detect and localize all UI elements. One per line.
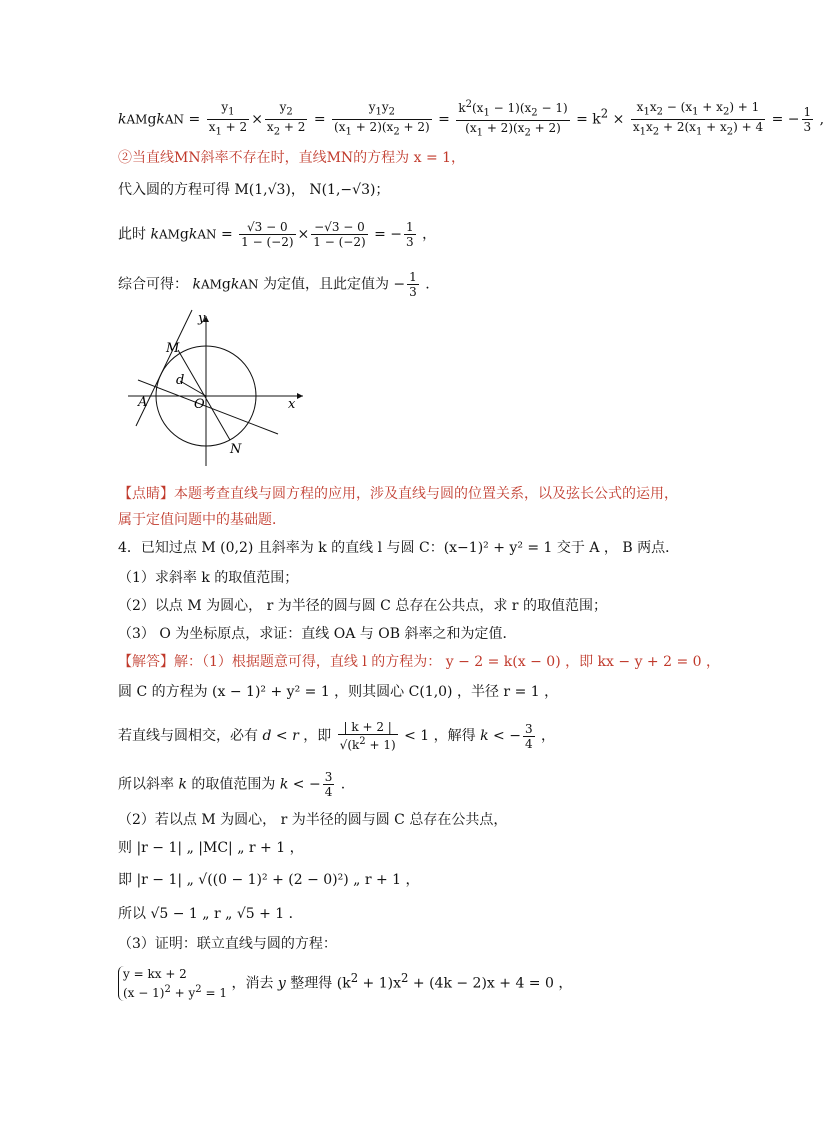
line-an (138, 380, 278, 434)
answer-line-6: 则 |r − 1| „ |MC| „ r + 1 ， (118, 840, 304, 856)
label-x: x (288, 397, 296, 412)
formula-line-case2: 此时 kAMgkAN = $\frac{√3 - 0}{1 - (-2)}$ × $\frac{-√3 - 0}{1 - (-2)}$ = − $\frac{1}{3}$ ， (118, 220, 437, 249)
answer-line-3: 若直线与圆相交，必有 d < r ，即 $\frac{| k + 2 |}{√(k^2 + 1)}$ < 1 ，解得 k < − $\frac{3}{4}$ ， (118, 720, 556, 752)
answer-line-5: （2）若以点 M 为圆心， r 为半径的圆与圆 C 总存在公共点， (118, 812, 508, 828)
answer-line-4: 所以斜率 k 的取值范围为 k < − $\frac{3}{4}$ . (118, 770, 346, 799)
label-d: d (176, 373, 185, 388)
answer-line-2: 圆 C 的方程为 (x − 1)² + y² = 1 ，则其圆心 C(1,0) ，半径 r = 1 ， (118, 684, 559, 700)
answer-line-10: y = kx + 2 $(x - 1)^2 + y^2 = 1$ ，消去 y 整理得 $(k^2 + 1)x^2 + (4k - 2)x + 4 = 0$ ， (118, 966, 572, 1001)
case-2-line: ②当直线MN斜率不存在时，直线MN的方程为 x = 1， (118, 150, 466, 166)
answer-line-1 (118, 652, 720, 672)
tip-line-1: 【点睛】本题考查直线与圆方程的应用，涉及直线与圆的位置关系，以及弦长公式的运用， (118, 486, 678, 502)
label-o: O (194, 397, 205, 412)
circle-diagram (118, 308, 318, 473)
tip-line-2: 属于定值问题中的基础题． (118, 512, 286, 528)
answer-line-8: 所以 √5 − 1 „ r „ √5 + 1 ． (118, 906, 303, 922)
problem-4-part-2: （2）以点 M 为圆心， r 为半径的圆与圆 C 总存在公共点，求 r 的取值范围； (118, 598, 607, 614)
label-n: N (230, 442, 242, 457)
problem-4-part-1: （1）求斜率 k 的取值范围； (118, 570, 299, 586)
label-y: y (198, 311, 206, 326)
substitution-line: 代入圆的方程可得 M(1,√3)， N(1,−√3)； (118, 182, 390, 198)
x-axis-arrow (297, 393, 303, 399)
answer-line-7: 即 |r − 1| „ √((0 − 1)² + (2 − 0)²) „ r + 1 ， (118, 872, 420, 888)
formula-line-kam-kan: kAMgkAN = $\frac{y_1}{x_1 + 2}$ × $\frac{y_2}{x_2 + 2}$ = $\frac{y_1y_2}{(x_1 + 2)(x_2 + 2)}$ = $\frac{k^2(x_1 - 1)(x_2 - 1)}{(x_1 + 2)(x_2 + 2)}$ = $k^2$ × $\frac{x_1x_2 - (x_1 + x_2) + 1}{x_1x_2 + 2(x_1 + x_2) + 4}$ = − $\frac{1}{3}$ , (118, 99, 824, 139)
answer-line-9: （3）证明：联立直线与圆的方程： (118, 936, 337, 952)
label-a: A (138, 395, 148, 410)
problem-4-statement: 4．已知过点 M (0,2) 且斜率为 k 的直线 l 与圆 C：(x−1)² + y² = 1 交于 A ， B 两点． (118, 540, 680, 556)
problem-4-part-3: （3） O 为坐标原点，求证：直线 OA 与 OB 斜率之和为定值． (118, 626, 517, 642)
answer-line-1-text: 【解答】解：（1）根据题意可得，直线 l 的方程为： y − 2 = k(x − 0) ，即 kx − y + 2 = 0 ， (118, 654, 720, 670)
conclusion-line: 综合可得： kAMgkAN 为定值，且此定值为 − $\frac{1}{3}$ . (118, 270, 430, 299)
label-m: M (166, 341, 180, 356)
